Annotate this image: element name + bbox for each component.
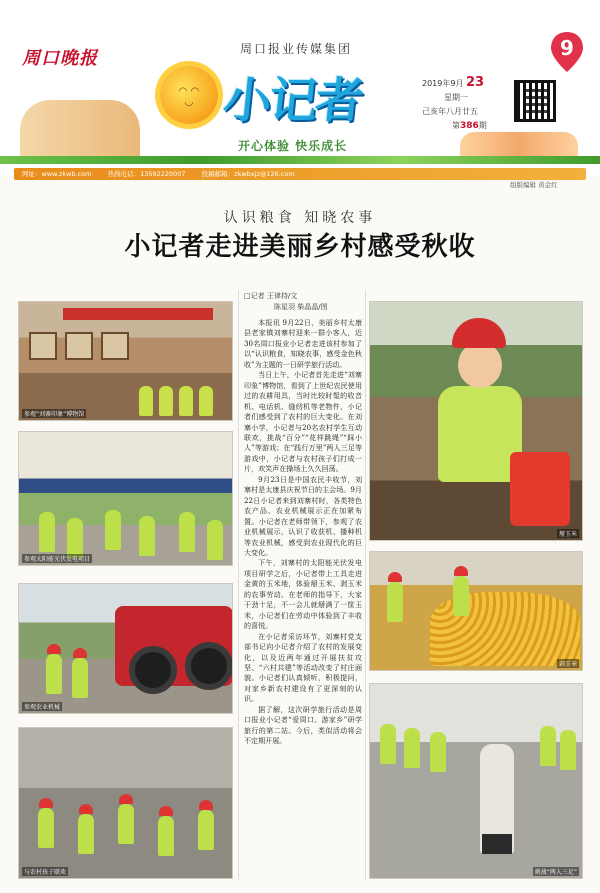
- headline-kicker: 认识粮食 知晓农事: [223, 210, 377, 226]
- photo-caption: 参观太阳能光伏发电项目: [24, 556, 91, 563]
- article-paragraph: 据了解，这次研学旅行活动是周口报业小记者“爱周口、游家乡”研学旅行的第二站。今后，类似活动将会不定期开展。: [244, 704, 362, 746]
- media-group-name: 周口报业传媒集团: [240, 42, 353, 56]
- photo-husk-corn: [369, 551, 583, 671]
- page-number: 9: [560, 36, 574, 60]
- hotline-text: 热线电话：13592220007: [107, 170, 186, 178]
- byline: [244, 291, 362, 313]
- photo-caption: 参观“刘寨印象”博物馆: [24, 411, 85, 418]
- issue-number: 386: [460, 121, 479, 131]
- date-day: 23: [466, 75, 485, 90]
- date-block: [422, 76, 512, 133]
- sun-mascot-icon: ◠ ◠ ◡: [160, 66, 218, 124]
- layout-editor: 组版编辑 黄金红: [510, 181, 558, 189]
- photo-caption: 参观农业机械: [24, 704, 61, 711]
- photo-museum: [18, 301, 233, 421]
- article-paragraph: 当日上午，小记者首先走进“刘寨印象”博物馆，看到了上世纪农民使用过的农耕用具，当时比较时髦的收音机、电话机、缝纫机等老物件，小记者们感受到了农村的巨大变化。在刘寨小学，小记者与20名农村学生互动联欢，挑战“百分”“花样跳绳”“踩小人”等游戏；在“践行万里”两人三足等游戏中，小记者与农村孩子们打成一片，欢笑声在操场上久久回荡。: [244, 370, 362, 474]
- byline-writer: □记者 王律持/文: [244, 292, 298, 300]
- photo-caption: 挑战“两人三足”: [534, 869, 577, 876]
- qr-code-icon: [514, 80, 556, 122]
- photo-games: [18, 727, 233, 879]
- photo-caption: 剥玉米: [558, 661, 577, 668]
- contact-info-bar: [14, 168, 586, 180]
- paper-logo: 周口晚报: [22, 48, 98, 69]
- weekday: 星期一: [444, 93, 468, 102]
- headline-title: 小记者走进美丽乡村感受秋收: [124, 232, 476, 262]
- website-text: 网址：www.zkwb.com: [22, 170, 92, 178]
- photo-tractor: [18, 583, 233, 714]
- date-line: 2019年9月: [422, 79, 464, 88]
- article-paragraph: 在小记者采访环节，刘寨村党支部书记向小记者介绍了农村的发展变化，以及近两年通过开展扶贫攻坚、“六村共建”等活动改变了村庄面貌。小记者们认真倾听，积极提问，对家乡新农村建设有了更深刻的认识。: [244, 631, 362, 704]
- article-paragraph: 9月23日是中国农民丰收节，刘寨村是太康县庆祝节日的主会场。9月22日小记者来到刘寨村时，各类特色农产品、农业机械展示正在加紧布置。小记者在老师带领下，参观了农业机械展示，认识了收获机、播种机等农业机械，感受到农业现代化的巨大变化。: [244, 474, 362, 557]
- article-paragraph: 本报讯 9月22日，美丽乡村太康县老家镇刘寨村迎来一群小客人，近30名周口报业小记者走进该村参加了以“认识粮食，知晓农事，感受金色秋收”为主题的一日研学旅行活动。: [244, 318, 362, 369]
- section-title: 小记者: [220, 73, 365, 129]
- cartoon-kids-left-illustration: [20, 100, 140, 158]
- email-text: 投稿邮箱：zkwbxjz@126.com: [201, 170, 295, 178]
- article-body: [244, 318, 362, 878]
- lunar-date: 己亥年八月廿五: [422, 107, 478, 116]
- article-paragraph: 下午，刘寨村的太阳能光伏发电项目研学之后，小记者带上工具走进金黄的玉米地，体验掰玉米、剥玉米的农事劳动。在老师的指导下，大家干劲十足，不一会儿就掰满了一筐玉米，小记者们在劳动中体验到了丰收的喜悦。: [244, 558, 362, 631]
- column-divider: [238, 290, 239, 880]
- masthead: [0, 0, 600, 176]
- byline-photographer: 陈星羽 柴晶晶/图: [274, 303, 328, 311]
- museum-banner-decoration: [63, 308, 213, 320]
- photo-caption: 掰玉米: [558, 531, 577, 538]
- issue-prefix: 第: [452, 121, 460, 130]
- photo-caption: 与农村孩子联欢: [24, 869, 67, 876]
- issue-suffix: 期: [478, 121, 487, 130]
- section-slogan: 开心体验 快乐成长: [238, 139, 348, 153]
- column-divider: [365, 290, 366, 880]
- photo-three-legged-race: [369, 683, 583, 879]
- photo-solar: [18, 431, 233, 566]
- grass-strip: [0, 156, 600, 164]
- photo-harvest-corn: [369, 301, 583, 541]
